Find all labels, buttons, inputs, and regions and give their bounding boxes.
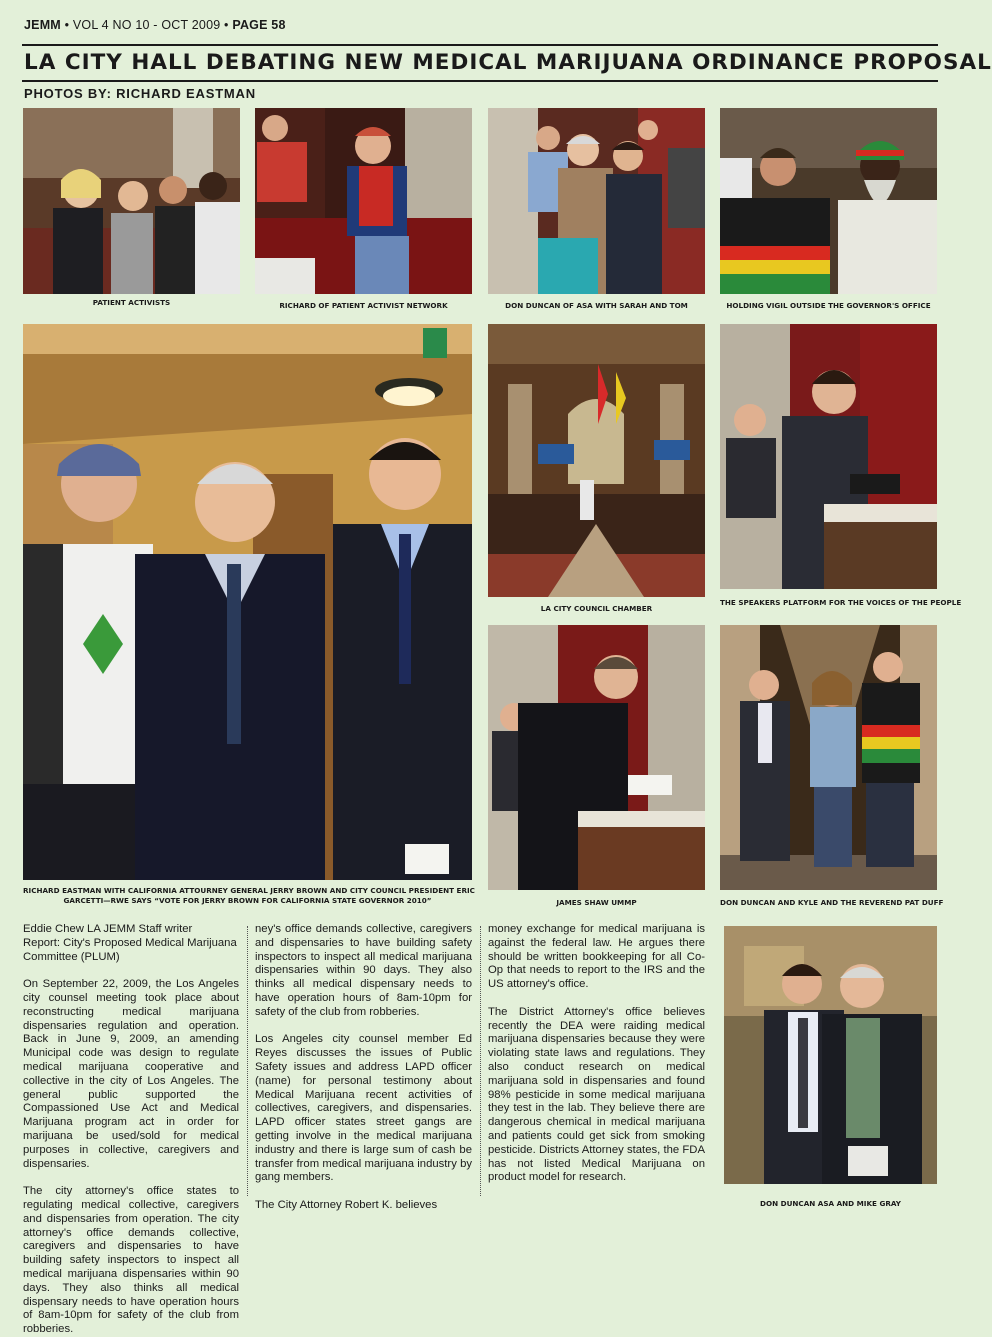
caption-don-kyle-pat-duff: DON DUNCAN AND KYLE AND THE REVEREND PAT DUFF <box>720 898 944 907</box>
photo-don-duncan-mike-gray <box>724 926 937 1184</box>
article-column-1 <box>23 923 239 1336</box>
photo-james-shaw <box>488 625 705 890</box>
issue-info: • VOL 4 NO 10 - OCT 2009 • <box>64 18 229 32</box>
article-report: Report: City's Proposed Medical Marijuana Committee (PLUM) <box>23 936 237 963</box>
article-paragraph-5: The District Attorney's office believes recently the DEA were raiding medical marijuana dispensaries because they were violating state laws and regulations. They also conduct research on medical marijuana sold in dispensaries and found 98% pesticide in some medical marijuana they test in the lab. They believe there are dangerous chemical in medical marijuana and patients could get sick from smoking pesticide. Districts Attorney states, the FDA has not listed Medical Marijuana on product model for research. <box>488 1005 705 1184</box>
article-byline: Eddie Chew LA JEMM Staff writer <box>23 923 193 935</box>
article-paragraph-3: Los Angeles city counsel member Ed Reyes discusses the issues of Public Safety issues and address LAPD officer (name) for personal testimony about Medical Marijuana recent activities of collectives, caregivers, and dispensaries. LAPD officer states street gangs are getting involve in the medical marijuana industry and there is large sum of cash be transfer from medical marijuana industry by gang members. <box>255 1033 472 1184</box>
article-paragraph-2: The city attorney's office states to regulating medical collective, caregivers and dispensaries from operation. The city attorney's office demands collective, caregivers and dispensaries to have building safety inspectors to inspect all medical marijuana dispensaries within 90 days. They also thinks all medical dispensary needs to have operation hours of 8am-10pm for safety of the club from robberies. <box>23 1185 239 1336</box>
photo-don-kyle-pat-duff <box>720 625 937 890</box>
article-paragraph-4-start: The City Attorney Robert K. believes <box>255 1198 438 1211</box>
caption-don-duncan-sarah-tom: DON DUNCAN OF ASA WITH SARAH AND TOM <box>505 301 688 310</box>
caption-don-duncan-mike-gray: DON DUNCAN ASA AND MIKE GRAY <box>760 1199 901 1208</box>
article-title: LA CITY HALL DEBATING NEW MEDICAL MARIJUANA ORDINANCE PROPOSAL <box>24 50 992 75</box>
caption-holding-vigil: HOLDING VIGIL OUTSIDE THE GOVERNOR'S OFFICE <box>726 301 931 310</box>
column-divider-1 <box>247 926 248 1196</box>
caption-speakers-platform: THE SPEAKERS PLATFORM FOR THE VOICES OF THE PEOPLE <box>720 598 962 607</box>
photo-credit: PHOTOS BY: RICHARD EASTMAN <box>24 86 256 101</box>
caption-line-1: RICHARD EASTMAN WITH CALIFORNIA ATTOURNEY GENERAL JERRY BROWN AND CITY COUNCIL PRESIDENT ERIC <box>23 886 475 895</box>
photo-don-duncan-sarah-tom <box>488 108 705 294</box>
header-rule <box>22 44 938 46</box>
column-divider-2 <box>480 926 481 1196</box>
article-paragraph-4: money exchange for medical marijuana is against the federal law. He argues there should be written bookkeeping for all Co-Op that needs to report to the IRS and the US attorney's office. <box>488 923 705 991</box>
masthead: JEMM <box>24 18 61 32</box>
article-paragraph-2-continued: ney's office demands collective, caregivers and dispensaries to have building safety inspectors to inspect all medical marijuana dispensaries within 90 days. They also thinks all medical dispensary needs to have operation hours of 8am-10pm for safety of the club from robberies. <box>255 923 472 1018</box>
caption-james-shaw: JAMES SHAW UMMP <box>556 898 637 907</box>
photo-council-chamber <box>488 324 705 597</box>
photo-eastman-brown-garcetti <box>23 324 472 880</box>
caption-eastman-brown-garcetti <box>23 886 475 906</box>
caption-council-chamber: LA CITY COUNCIL CHAMBER <box>540 604 653 613</box>
photo-patient-activists <box>23 108 240 294</box>
caption-richard: RICHARD OF PATIENT ACTIVIST NETWORK <box>279 301 448 310</box>
photo-holding-vigil <box>720 108 937 294</box>
title-rule <box>22 80 938 82</box>
article-paragraph-1: On September 22, 2009, the Los Angeles city counsel meeting took place about reconstructing medical marijuana dispensaries regulation and operation. Back in June 9, 2009, an amending Municipal code was design to regulate medical marijuana cooperative and collective in the city of Los Angeles. The general public supported the Compassioned Use Act and Medical Marijuana program act in order for marijuana be used/sold for medical purposes in collective, caregivers and dispensaries. <box>23 978 239 1170</box>
caption-line-2: GARCETTI—RWE SAYS “VOTE FOR JERRY BROWN FOR CALIFORNIA STATE GOVERNOR 2010” <box>63 896 432 905</box>
article-column-2 <box>255 923 472 1211</box>
photo-richard <box>255 108 472 294</box>
photo-speakers-platform <box>720 324 937 589</box>
page-header <box>24 18 286 32</box>
page-number: PAGE 58 <box>232 18 286 32</box>
caption-patient-activists: PATIENT ACTIVISTS <box>92 298 171 307</box>
article-column-3 <box>488 923 705 1193</box>
